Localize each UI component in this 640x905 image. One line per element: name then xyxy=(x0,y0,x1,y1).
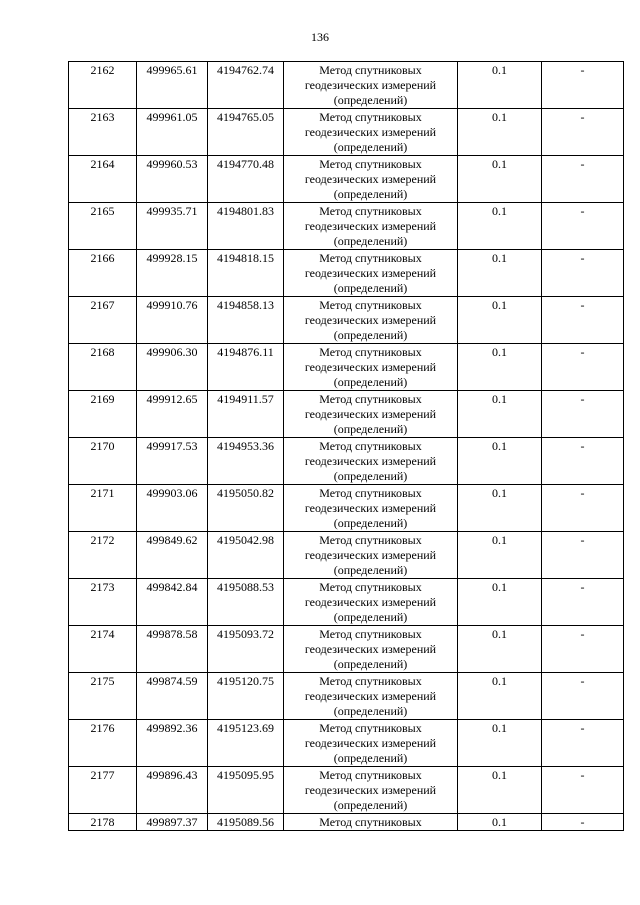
y-coordinate-cell: 4194876.11 xyxy=(208,344,284,391)
note-cell: - xyxy=(542,485,624,532)
point-number-cell: 2165 xyxy=(69,203,137,250)
page-number: 136 xyxy=(311,30,329,44)
method-cell: Метод спутниковых геодезических измерений (определений) xyxy=(284,532,458,579)
note-cell: - xyxy=(542,767,624,814)
note-cell: - xyxy=(542,109,624,156)
point-number-cell: 2170 xyxy=(69,438,137,485)
point-number-cell: 2163 xyxy=(69,109,137,156)
point-number-cell: 2164 xyxy=(69,156,137,203)
method-cell: Метод спутниковых геодезических измерений (определений) xyxy=(284,485,458,532)
x-coordinate-cell: 499965.61 xyxy=(137,62,208,109)
method-cell: Метод спутниковых геодезических измерений (определений) xyxy=(284,109,458,156)
x-coordinate-cell: 499960.53 xyxy=(137,156,208,203)
method-cell: Метод спутниковых геодезических измерений (определений) xyxy=(284,626,458,673)
note-cell: - xyxy=(542,532,624,579)
y-coordinate-cell: 4195120.75 xyxy=(208,673,284,720)
x-coordinate-cell: 499849.62 xyxy=(137,532,208,579)
note-cell: - xyxy=(542,579,624,626)
table-row xyxy=(69,250,624,297)
method-cell: Метод спутниковых геодезических измерений (определений) xyxy=(284,297,458,344)
accuracy-cell: 0.1 xyxy=(458,250,542,297)
accuracy-cell: 0.1 xyxy=(458,203,542,250)
table-row xyxy=(69,344,624,391)
note-cell: - xyxy=(542,626,624,673)
x-coordinate-cell: 499874.59 xyxy=(137,673,208,720)
table-row xyxy=(69,532,624,579)
point-number-cell: 2173 xyxy=(69,579,137,626)
note-cell: - xyxy=(542,720,624,767)
table-row xyxy=(69,156,624,203)
table-row xyxy=(69,297,624,344)
accuracy-cell: 0.1 xyxy=(458,626,542,673)
accuracy-cell: 0.1 xyxy=(458,485,542,532)
table-row xyxy=(69,579,624,626)
x-coordinate-cell: 499892.36 xyxy=(137,720,208,767)
method-cell: Метод спутниковых xyxy=(284,814,458,831)
point-number-cell: 2176 xyxy=(69,720,137,767)
x-coordinate-cell: 499910.76 xyxy=(137,297,208,344)
x-coordinate-cell: 499897.37 xyxy=(137,814,208,831)
y-coordinate-cell: 4194801.83 xyxy=(208,203,284,250)
note-cell: - xyxy=(542,344,624,391)
note-cell: - xyxy=(542,673,624,720)
accuracy-cell: 0.1 xyxy=(458,109,542,156)
table-row xyxy=(69,485,624,532)
note-cell: - xyxy=(542,391,624,438)
point-number-cell: 2162 xyxy=(69,62,137,109)
point-number-cell: 2168 xyxy=(69,344,137,391)
note-cell: - xyxy=(542,62,624,109)
method-cell: Метод спутниковых геодезических измерений (определений) xyxy=(284,344,458,391)
x-coordinate-cell: 499896.43 xyxy=(137,767,208,814)
coordinates-table-body xyxy=(69,62,624,831)
method-cell: Метод спутниковых геодезических измерений (определений) xyxy=(284,673,458,720)
y-coordinate-cell: 4194770.48 xyxy=(208,156,284,203)
point-number-cell: 2177 xyxy=(69,767,137,814)
accuracy-cell: 0.1 xyxy=(458,344,542,391)
accuracy-cell: 0.1 xyxy=(458,720,542,767)
note-cell: - xyxy=(542,438,624,485)
y-coordinate-cell: 4194858.13 xyxy=(208,297,284,344)
note-cell: - xyxy=(542,156,624,203)
accuracy-cell: 0.1 xyxy=(458,673,542,720)
method-cell: Метод спутниковых геодезических измерений (определений) xyxy=(284,203,458,250)
accuracy-cell: 0.1 xyxy=(458,438,542,485)
table-row xyxy=(69,767,624,814)
y-coordinate-cell: 4195042.98 xyxy=(208,532,284,579)
table-row xyxy=(69,203,624,250)
point-number-cell: 2167 xyxy=(69,297,137,344)
table-row xyxy=(69,720,624,767)
table-row xyxy=(69,109,624,156)
accuracy-cell: 0.1 xyxy=(458,814,542,831)
method-cell: Метод спутниковых геодезических измерений (определений) xyxy=(284,156,458,203)
y-coordinate-cell: 4194818.15 xyxy=(208,250,284,297)
point-number-cell: 2171 xyxy=(69,485,137,532)
point-number-cell: 2174 xyxy=(69,626,137,673)
method-cell: Метод спутниковых геодезических измерений (определений) xyxy=(284,767,458,814)
point-number-cell: 2175 xyxy=(69,673,137,720)
x-coordinate-cell: 499903.06 xyxy=(137,485,208,532)
y-coordinate-cell: 4194765.05 xyxy=(208,109,284,156)
x-coordinate-cell: 499912.65 xyxy=(137,391,208,438)
point-number-cell: 2178 xyxy=(69,814,137,831)
table-row xyxy=(69,814,624,831)
y-coordinate-cell: 4195093.72 xyxy=(208,626,284,673)
note-cell: - xyxy=(542,297,624,344)
table-row xyxy=(69,673,624,720)
table-row xyxy=(69,62,624,109)
accuracy-cell: 0.1 xyxy=(458,579,542,626)
table-row xyxy=(69,626,624,673)
note-cell: - xyxy=(542,814,624,831)
x-coordinate-cell: 499928.15 xyxy=(137,250,208,297)
y-coordinate-cell: 4195089.56 xyxy=(208,814,284,831)
y-coordinate-cell: 4194762.74 xyxy=(208,62,284,109)
accuracy-cell: 0.1 xyxy=(458,156,542,203)
y-coordinate-cell: 4194911.57 xyxy=(208,391,284,438)
accuracy-cell: 0.1 xyxy=(458,62,542,109)
point-number-cell: 2169 xyxy=(69,391,137,438)
method-cell: Метод спутниковых геодезических измерений (определений) xyxy=(284,438,458,485)
x-coordinate-cell: 499906.30 xyxy=(137,344,208,391)
point-number-cell: 2166 xyxy=(69,250,137,297)
x-coordinate-cell: 499878.58 xyxy=(137,626,208,673)
y-coordinate-cell: 4194953.36 xyxy=(208,438,284,485)
accuracy-cell: 0.1 xyxy=(458,532,542,579)
x-coordinate-cell: 499842.84 xyxy=(137,579,208,626)
table-row xyxy=(69,438,624,485)
accuracy-cell: 0.1 xyxy=(458,767,542,814)
method-cell: Метод спутниковых геодезических измерений (определений) xyxy=(284,720,458,767)
method-cell: Метод спутниковых геодезических измерений (определений) xyxy=(284,391,458,438)
method-cell: Метод спутниковых геодезических измерений (определений) xyxy=(284,62,458,109)
accuracy-cell: 0.1 xyxy=(458,297,542,344)
note-cell: - xyxy=(542,250,624,297)
coordinates-table xyxy=(68,61,624,831)
table-row xyxy=(69,391,624,438)
x-coordinate-cell: 499961.05 xyxy=(137,109,208,156)
point-number-cell: 2172 xyxy=(69,532,137,579)
y-coordinate-cell: 4195088.53 xyxy=(208,579,284,626)
accuracy-cell: 0.1 xyxy=(458,391,542,438)
y-coordinate-cell: 4195095.95 xyxy=(208,767,284,814)
method-cell: Метод спутниковых геодезических измерений (определений) xyxy=(284,250,458,297)
method-cell: Метод спутниковых геодезических измерений (определений) xyxy=(284,579,458,626)
x-coordinate-cell: 499917.53 xyxy=(137,438,208,485)
note-cell: - xyxy=(542,203,624,250)
y-coordinate-cell: 4195123.69 xyxy=(208,720,284,767)
x-coordinate-cell: 499935.71 xyxy=(137,203,208,250)
y-coordinate-cell: 4195050.82 xyxy=(208,485,284,532)
